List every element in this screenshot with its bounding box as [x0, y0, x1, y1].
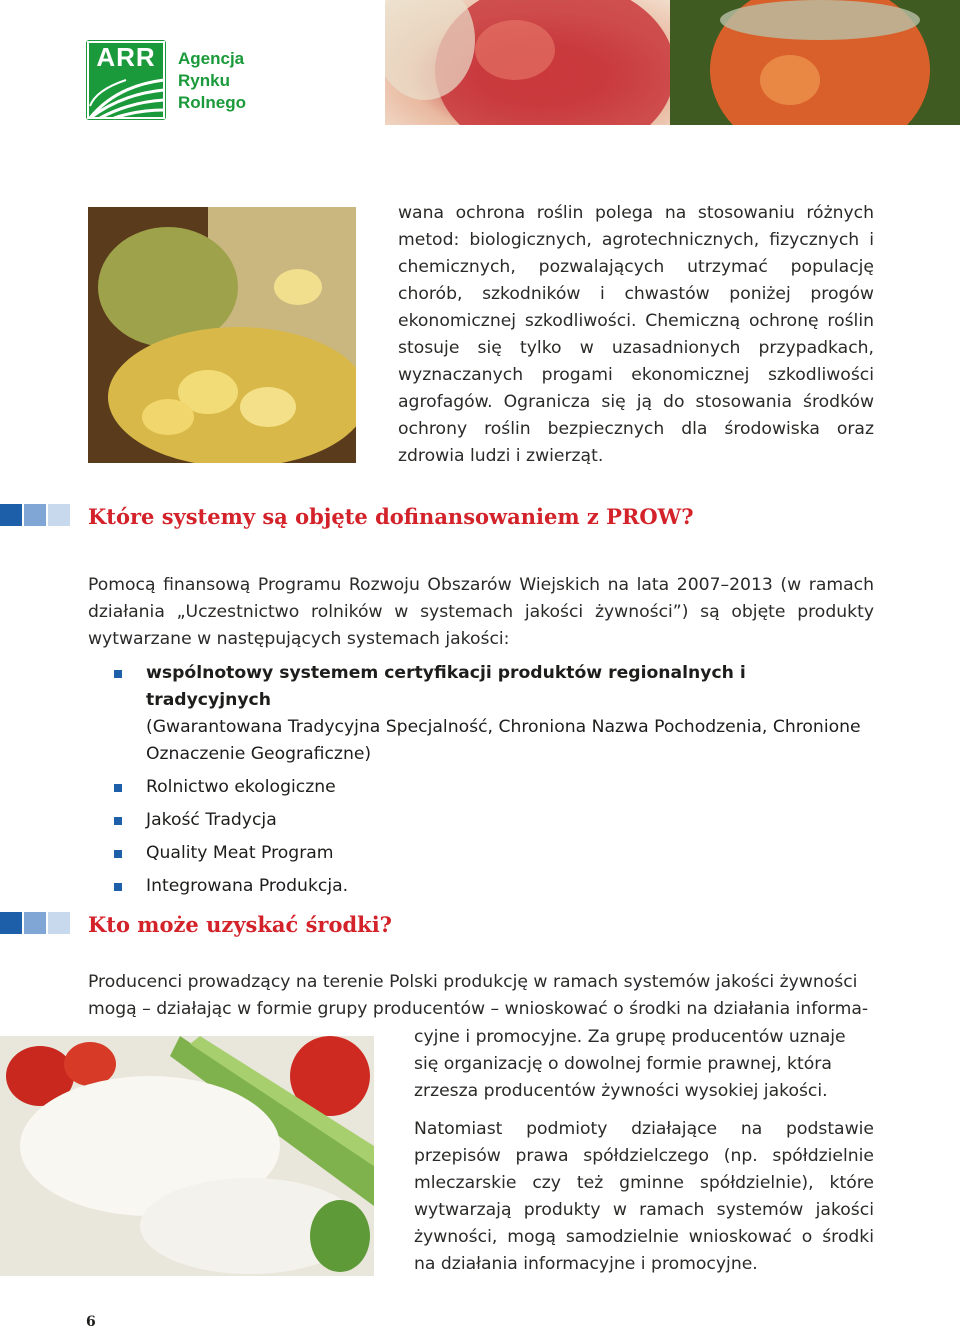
- logo-abbr: ARR: [96, 42, 156, 72]
- systems-paragraph: Pomocą finansową Programu Rozwoju Obszarów Wiejskich na lata 2007–2013 (w ramach działania „Uczestnictwo rolników w systemach jakości żywności”) są objęte produkty wytwarzane w następujących systemach jakości:: [88, 575, 874, 649]
- list-item: [88, 774, 874, 801]
- arr-logo: [86, 40, 286, 122]
- list-item: [88, 660, 874, 768]
- bullet-square-icon: [114, 817, 122, 825]
- item-detail: (Gwarantowana Tradycyjna Specjalność, Chroniona Nazwa Pochodzenia, Chronione Oznaczenie Geograficzne): [146, 717, 861, 764]
- logo-name: [178, 48, 288, 114]
- quality-systems-list: [88, 660, 874, 906]
- page-header: [0, 0, 960, 125]
- cooperatives-paragraph: Natomiast podmioty działające na podstawie przepisów prawa spółdzielczego (np. spółdzielnie mleczarskie czy też gminne spółdzielnie), które wytwarzają produkty w ramach systemów jakości żywności, mogą samodzielnie wnioskować o środki na działania informacyjne i promocyjne.: [414, 1119, 874, 1274]
- bullet-square-icon: [114, 670, 122, 678]
- bullet-square-icon: [114, 850, 122, 858]
- apple-photo: [385, 0, 670, 125]
- section-heading-systems: Które systemy są objęte dofinansowaniem z PROW?: [88, 504, 694, 529]
- item-title: Quality Meat Program: [146, 843, 334, 863]
- item-title: Integrowana Produkcja.: [146, 876, 349, 896]
- marker-block: [48, 912, 70, 934]
- funds-paragraph-narrow: cyjne i promocyjne. Za grupę producentów uznaje się organizację o dowolnej formie prawnej, która zrzesza producentów żywności wysokiej jakości.: [414, 1027, 846, 1101]
- list-item: [88, 840, 874, 867]
- marker-block: [24, 912, 46, 934]
- marker-block: [24, 504, 46, 526]
- marker-block: [0, 912, 22, 934]
- logo-line-2: Rynku: [178, 71, 230, 90]
- pickled-squash-photo: [88, 207, 356, 463]
- list-item: [88, 807, 874, 834]
- logo-emblem: [86, 40, 166, 120]
- page-number: 6: [86, 1314, 96, 1330]
- item-title: wspólnotowy systemem certyfikacji produktów regionalnych i tradycyjnych: [146, 663, 746, 710]
- logo-line-1: Agencja: [178, 49, 245, 68]
- bullet-square-icon: [114, 784, 122, 792]
- intro-paragraph: wana ochrona roślin polega na stosowaniu różnych metod: biologicznych, agrotechnicznych, fizycznych i chemicznych, pozwalających utrzymać populację chorób, szkodników i chwastów poniżej progów ekonomicznej szkodliwości. Chemiczną ochronę roślin stosuje się tylko w uzasadnionych przypadkach, wyznaczanych progami ekonomicznej szkodliwości agrofagów. Ogranicza się ją do stosowania środków ochrony roślin bezpiecznych dla środowiska oraz zdrowia ludzi i zwierząt.: [398, 203, 874, 466]
- bullet-square-icon: [114, 883, 122, 891]
- item-title: Jakość Tradycja: [146, 810, 277, 830]
- logo-line-3: Rolnego: [178, 93, 246, 112]
- marker-block: [0, 504, 22, 526]
- section-heading-funds: Kto może uzyskać środki?: [88, 912, 392, 937]
- list-item: [88, 873, 874, 900]
- marker-block: [48, 504, 70, 526]
- jam-jar-photo: [670, 0, 960, 125]
- cheese-vegetables-photo: [0, 1036, 374, 1276]
- item-title: Rolnictwo ekologiczne: [146, 777, 336, 797]
- funds-paragraph-wide: Producenci prowadzący na terenie Polski produkcję w ramach systemów jakości żywności mogą – działając w formie grupy producentów – wnioskować o środki na działania informa-: [88, 972, 869, 1019]
